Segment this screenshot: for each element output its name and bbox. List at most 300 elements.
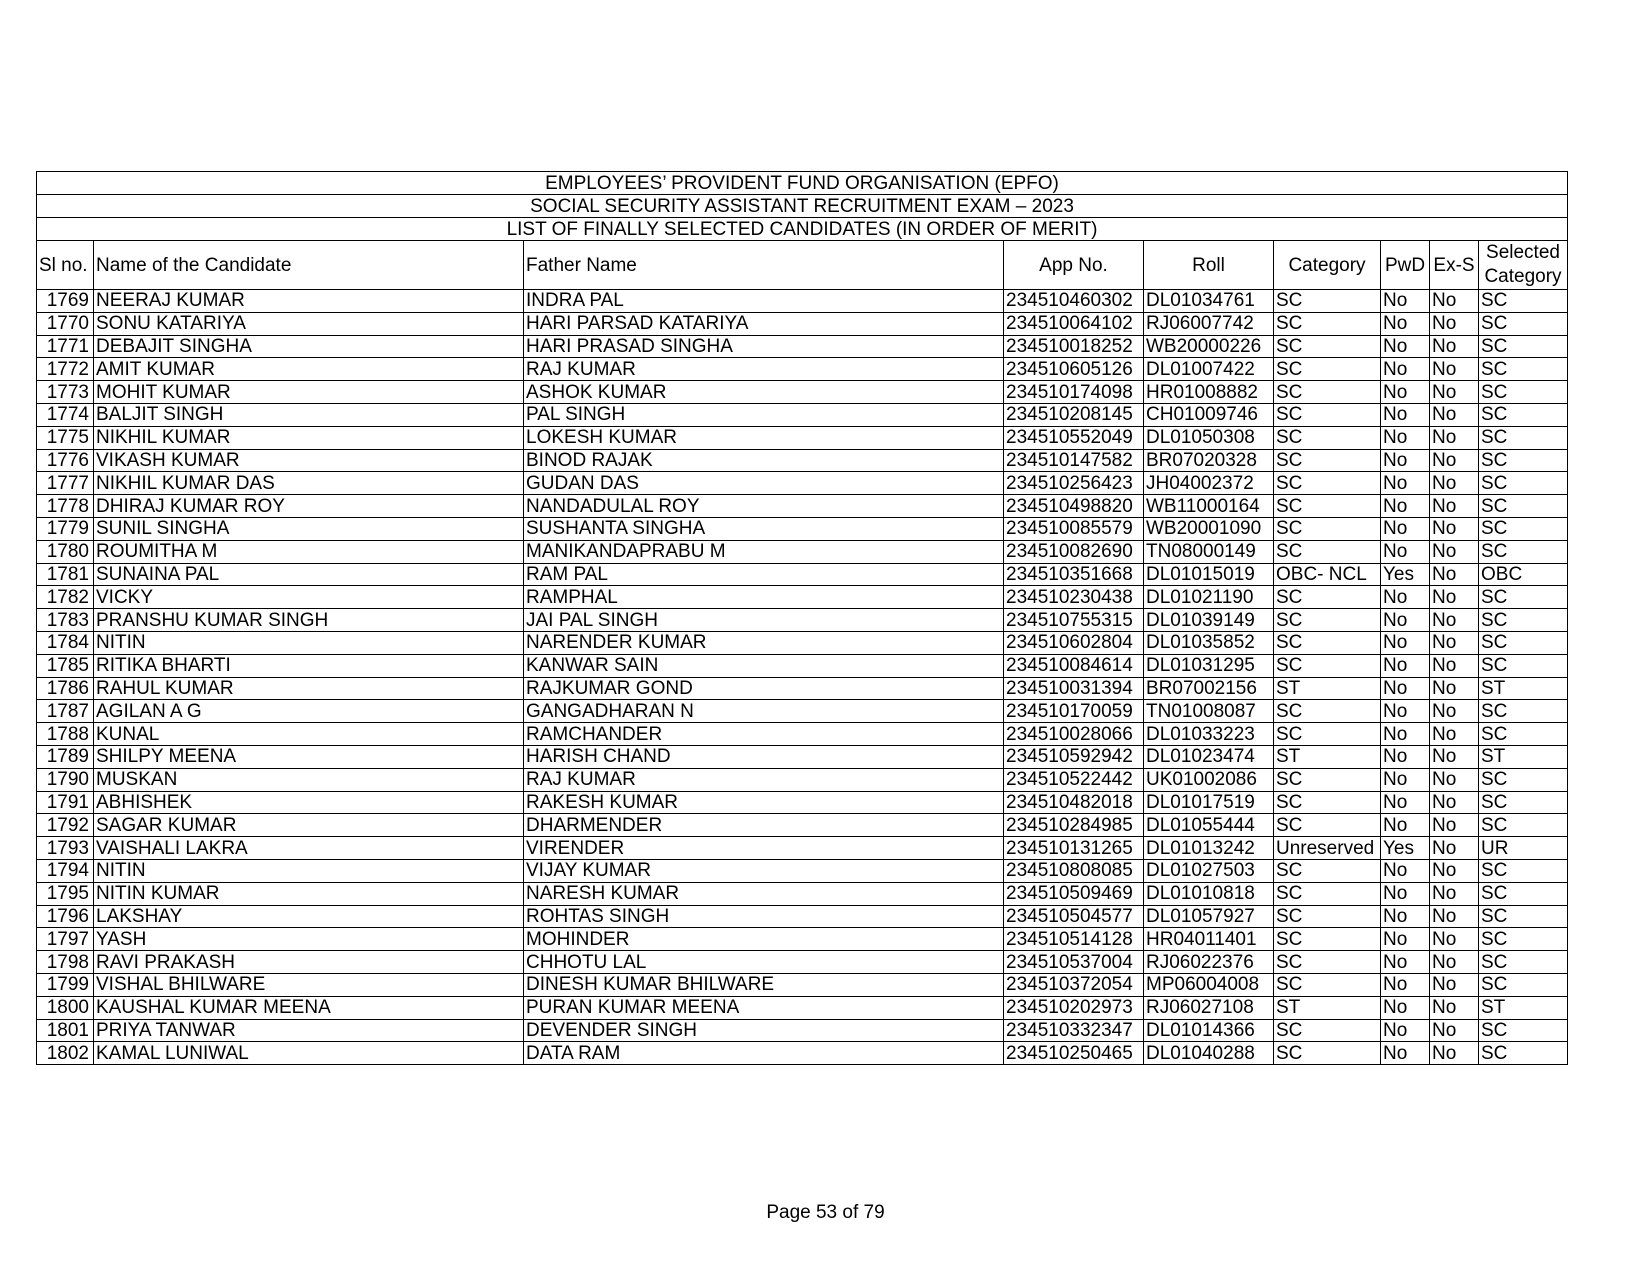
- father-name-cell: RAJ KUMAR: [524, 768, 1004, 791]
- selected-category-cell: SC: [1479, 859, 1568, 882]
- roll-no-cell: RJ06007742: [1144, 312, 1274, 335]
- roll-no-cell: DL01055444: [1144, 814, 1274, 837]
- father-name-cell: PAL SINGH: [524, 403, 1004, 426]
- app-no-cell: 234510256423: [1004, 472, 1144, 495]
- table-row: [37, 540, 1568, 563]
- table-row: [37, 472, 1568, 495]
- app-no-cell: 234510230438: [1004, 586, 1144, 609]
- app-no-cell: 234510284985: [1004, 814, 1144, 837]
- pwd-cell: No: [1381, 381, 1430, 404]
- app-no-cell: 234510755315: [1004, 609, 1144, 632]
- roll-no-cell: DL01034761: [1144, 290, 1274, 313]
- father-name-cell: KANWAR SAIN: [524, 654, 1004, 677]
- pwd-cell: No: [1381, 631, 1430, 654]
- pwd-cell: No: [1381, 768, 1430, 791]
- category-cell: SC: [1274, 403, 1381, 426]
- candidate-name-cell: LAKSHAY: [94, 905, 524, 928]
- candidate-name-cell: NIKHIL KUMAR DAS: [94, 472, 524, 495]
- category-cell: SC: [1274, 540, 1381, 563]
- sl-no-cell: 1776: [37, 449, 94, 472]
- app-no-cell: 234510082690: [1004, 540, 1144, 563]
- ex-serviceman-cell: No: [1430, 472, 1479, 495]
- app-no-cell: 234510482018: [1004, 791, 1144, 814]
- roll-no-cell: WB20000226: [1144, 335, 1274, 358]
- table-row: [37, 403, 1568, 426]
- app-no-cell: 234510031394: [1004, 677, 1144, 700]
- candidate-name-cell: VISHAL BHILWARE: [94, 973, 524, 996]
- sl-no-cell: 1801: [37, 1019, 94, 1042]
- category-cell: Unreserved: [1274, 837, 1381, 860]
- father-name-cell: BINOD RAJAK: [524, 449, 1004, 472]
- table-row: [37, 677, 1568, 700]
- pwd-cell: No: [1381, 700, 1430, 723]
- selected-category-cell: SC: [1479, 403, 1568, 426]
- selected-category-cell: UR: [1479, 837, 1568, 860]
- candidate-name-cell: KAUSHAL KUMAR MEENA: [94, 996, 524, 1019]
- selected-category-cell: SC: [1479, 517, 1568, 540]
- category-cell: SC: [1274, 723, 1381, 746]
- candidate-name-cell: SHILPY MEENA: [94, 745, 524, 768]
- ex-serviceman-cell: No: [1430, 540, 1479, 563]
- selected-category-cell: SC: [1479, 791, 1568, 814]
- table-row: [37, 745, 1568, 768]
- table-row: [37, 1042, 1568, 1065]
- category-cell: SC: [1274, 859, 1381, 882]
- father-name-cell: SUSHANTA SINGHA: [524, 517, 1004, 540]
- candidate-name-cell: RAVI PRAKASH: [94, 951, 524, 974]
- table-row: [37, 723, 1568, 746]
- candidate-name-cell: PRIYA TANWAR: [94, 1019, 524, 1042]
- sl-no-cell: 1783: [37, 609, 94, 632]
- category-cell: SC: [1274, 290, 1381, 313]
- roll-no-cell: DL01021190: [1144, 586, 1274, 609]
- father-name-cell: NANDADULAL ROY: [524, 495, 1004, 518]
- sl-no-cell: 1773: [37, 381, 94, 404]
- app-no-cell: 234510202973: [1004, 996, 1144, 1019]
- sl-no-cell: 1792: [37, 814, 94, 837]
- father-name-cell: ASHOK KUMAR: [524, 381, 1004, 404]
- candidate-name-cell: NIKHIL KUMAR: [94, 426, 524, 449]
- col-header-app-no: App No.: [1004, 241, 1144, 290]
- category-cell: SC: [1274, 517, 1381, 540]
- selected-category-cell: SC: [1479, 381, 1568, 404]
- roll-no-cell: DL01017519: [1144, 791, 1274, 814]
- father-name-cell: DINESH KUMAR BHILWARE: [524, 973, 1004, 996]
- sl-no-cell: 1785: [37, 654, 94, 677]
- selected-category-cell: SC: [1479, 1019, 1568, 1042]
- app-no-cell: 234510552049: [1004, 426, 1144, 449]
- col-header-selected-category: [1479, 241, 1568, 290]
- father-name-cell: MOHINDER: [524, 928, 1004, 951]
- father-name-cell: RAJKUMAR GOND: [524, 677, 1004, 700]
- father-name-cell: RAMCHANDER: [524, 723, 1004, 746]
- table-row: [37, 859, 1568, 882]
- selected-category-cell: SC: [1479, 540, 1568, 563]
- selected-category-cell: ST: [1479, 745, 1568, 768]
- ex-serviceman-cell: No: [1430, 791, 1479, 814]
- col-header-roll: Roll: [1144, 241, 1274, 290]
- selected-category-cell: SC: [1479, 609, 1568, 632]
- pwd-cell: No: [1381, 951, 1430, 974]
- app-no-cell: 234510372054: [1004, 973, 1144, 996]
- table-row: [37, 563, 1568, 586]
- table-row: [37, 609, 1568, 632]
- father-name-cell: HARI PRASAD SINGHA: [524, 335, 1004, 358]
- sl-no-cell: 1791: [37, 791, 94, 814]
- roll-no-cell: DL01007422: [1144, 358, 1274, 381]
- candidate-name-cell: VICKY: [94, 586, 524, 609]
- table-row: [37, 335, 1568, 358]
- table-row: [37, 312, 1568, 335]
- category-cell: SC: [1274, 312, 1381, 335]
- category-cell: ST: [1274, 745, 1381, 768]
- app-no-cell: 234510131265: [1004, 837, 1144, 860]
- app-no-cell: 234510018252: [1004, 335, 1144, 358]
- selected-category-cell: SC: [1479, 358, 1568, 381]
- selected-category-cell: SC: [1479, 426, 1568, 449]
- sl-no-cell: 1798: [37, 951, 94, 974]
- father-name-cell: DATA RAM: [524, 1042, 1004, 1065]
- candidate-name-cell: AGILAN A G: [94, 700, 524, 723]
- table-row: [37, 837, 1568, 860]
- selected-category-cell: SC: [1479, 586, 1568, 609]
- sl-no-cell: 1790: [37, 768, 94, 791]
- sl-no-cell: 1786: [37, 677, 94, 700]
- father-name-cell: MANIKANDAPRABU M: [524, 540, 1004, 563]
- category-cell: SC: [1274, 791, 1381, 814]
- ex-serviceman-cell: No: [1430, 631, 1479, 654]
- selected-category-cell: SC: [1479, 928, 1568, 951]
- father-name-cell: ROHTAS SINGH: [524, 905, 1004, 928]
- category-cell: SC: [1274, 495, 1381, 518]
- roll-no-cell: DL01050308: [1144, 426, 1274, 449]
- table-row: [37, 996, 1568, 1019]
- father-name-cell: LOKESH KUMAR: [524, 426, 1004, 449]
- category-cell: SC: [1274, 654, 1381, 677]
- selected-category-cell: SC: [1479, 290, 1568, 313]
- selected-category-cell: SC: [1479, 335, 1568, 358]
- sl-no-cell: 1778: [37, 495, 94, 518]
- organisation-title: EMPLOYEES’ PROVIDENT FUND ORGANISATION (EPFO): [37, 172, 1568, 195]
- category-cell: SC: [1274, 768, 1381, 791]
- roll-no-cell: CH01009746: [1144, 403, 1274, 426]
- app-no-cell: 234510085579: [1004, 517, 1144, 540]
- selected-category-cell: SC: [1479, 312, 1568, 335]
- col-header-ex-s: Ex-S: [1430, 241, 1479, 290]
- ex-serviceman-cell: No: [1430, 495, 1479, 518]
- ex-serviceman-cell: No: [1430, 1042, 1479, 1065]
- category-cell: ST: [1274, 996, 1381, 1019]
- list-title: LIST OF FINALLY SELECTED CANDIDATES (IN ORDER OF MERIT): [37, 218, 1568, 241]
- exam-title: SOCIAL SECURITY ASSISTANT RECRUITMENT EXAM – 2023: [37, 195, 1568, 218]
- father-name-cell: GUDAN DAS: [524, 472, 1004, 495]
- selected-category-cell: SC: [1479, 768, 1568, 791]
- roll-no-cell: DL01039149: [1144, 609, 1274, 632]
- pwd-cell: No: [1381, 973, 1430, 996]
- col-header-father: Father Name: [524, 241, 1004, 290]
- ex-serviceman-cell: No: [1430, 335, 1479, 358]
- candidate-name-cell: MOHIT KUMAR: [94, 381, 524, 404]
- app-no-cell: 234510208145: [1004, 403, 1144, 426]
- father-name-cell: VIRENDER: [524, 837, 1004, 860]
- pwd-cell: No: [1381, 335, 1430, 358]
- father-name-cell: NARENDER KUMAR: [524, 631, 1004, 654]
- selected-category-cell: SC: [1479, 631, 1568, 654]
- table-row: [37, 517, 1568, 540]
- pwd-cell: No: [1381, 472, 1430, 495]
- app-no-cell: 234510460302: [1004, 290, 1144, 313]
- candidate-name-cell: ABHISHEK: [94, 791, 524, 814]
- table-row: [37, 700, 1568, 723]
- ex-serviceman-cell: No: [1430, 403, 1479, 426]
- category-cell: SC: [1274, 609, 1381, 632]
- category-cell: OBC- NCL: [1274, 563, 1381, 586]
- selected-candidates-table: [36, 171, 1568, 1065]
- category-cell: SC: [1274, 882, 1381, 905]
- app-no-cell: 234510602804: [1004, 631, 1144, 654]
- pwd-cell: No: [1381, 745, 1430, 768]
- sl-no-cell: 1799: [37, 973, 94, 996]
- category-cell: SC: [1274, 951, 1381, 974]
- sl-no-cell: 1802: [37, 1042, 94, 1065]
- app-no-cell: 234510522442: [1004, 768, 1144, 791]
- app-no-cell: 234510504577: [1004, 905, 1144, 928]
- roll-no-cell: BR07002156: [1144, 677, 1274, 700]
- pwd-cell: No: [1381, 814, 1430, 837]
- roll-no-cell: HR04011401: [1144, 928, 1274, 951]
- col-header-sl-no: Sl no.: [37, 241, 94, 290]
- candidate-name-cell: VIKASH KUMAR: [94, 449, 524, 472]
- pwd-cell: No: [1381, 882, 1430, 905]
- sl-no-cell: 1770: [37, 312, 94, 335]
- table-row: [37, 882, 1568, 905]
- category-cell: SC: [1274, 449, 1381, 472]
- roll-no-cell: DL01023474: [1144, 745, 1274, 768]
- candidate-name-cell: RAHUL KUMAR: [94, 677, 524, 700]
- pwd-cell: No: [1381, 677, 1430, 700]
- table-row: [37, 928, 1568, 951]
- app-no-cell: 234510808085: [1004, 859, 1144, 882]
- father-name-cell: PURAN KUMAR MEENA: [524, 996, 1004, 1019]
- roll-no-cell: DL01040288: [1144, 1042, 1274, 1065]
- col-header-category: Category: [1274, 241, 1381, 290]
- sl-no-cell: 1787: [37, 700, 94, 723]
- ex-serviceman-cell: No: [1430, 654, 1479, 677]
- pwd-cell: No: [1381, 358, 1430, 381]
- category-cell: SC: [1274, 814, 1381, 837]
- father-name-cell: RAM PAL: [524, 563, 1004, 586]
- app-no-cell: 234510084614: [1004, 654, 1144, 677]
- candidate-name-cell: ROUMITHA M: [94, 540, 524, 563]
- pwd-cell: No: [1381, 1042, 1430, 1065]
- selected-category-cell: ST: [1479, 996, 1568, 1019]
- table-row: [37, 631, 1568, 654]
- ex-serviceman-cell: No: [1430, 1019, 1479, 1042]
- category-cell: SC: [1274, 426, 1381, 449]
- pwd-cell: No: [1381, 586, 1430, 609]
- pwd-cell: No: [1381, 654, 1430, 677]
- sl-no-cell: 1769: [37, 290, 94, 313]
- table-row: [37, 381, 1568, 404]
- ex-serviceman-cell: No: [1430, 677, 1479, 700]
- category-cell: ST: [1274, 677, 1381, 700]
- category-cell: SC: [1274, 928, 1381, 951]
- category-cell: SC: [1274, 472, 1381, 495]
- sl-no-cell: 1781: [37, 563, 94, 586]
- candidate-name-cell: SUNAINA PAL: [94, 563, 524, 586]
- selected-category-cell: SC: [1479, 472, 1568, 495]
- candidate-name-cell: KAMAL LUNIWAL: [94, 1042, 524, 1065]
- table-row: [37, 495, 1568, 518]
- sl-no-cell: 1777: [37, 472, 94, 495]
- pwd-cell: No: [1381, 290, 1430, 313]
- table-row: [37, 905, 1568, 928]
- roll-no-cell: UK01002086: [1144, 768, 1274, 791]
- table-row: [37, 449, 1568, 472]
- sl-no-cell: 1794: [37, 859, 94, 882]
- pwd-cell: Yes: [1381, 563, 1430, 586]
- table-row: [37, 426, 1568, 449]
- table-row: [37, 654, 1568, 677]
- ex-serviceman-cell: No: [1430, 700, 1479, 723]
- roll-no-cell: DL01027503: [1144, 859, 1274, 882]
- ex-serviceman-cell: No: [1430, 882, 1479, 905]
- app-no-cell: 234510028066: [1004, 723, 1144, 746]
- roll-no-cell: DL01015019: [1144, 563, 1274, 586]
- category-cell: SC: [1274, 973, 1381, 996]
- ex-serviceman-cell: No: [1430, 814, 1479, 837]
- app-no-cell: 234510514128: [1004, 928, 1144, 951]
- roll-no-cell: DL01033223: [1144, 723, 1274, 746]
- sl-no-cell: 1797: [37, 928, 94, 951]
- selected-category-cell: SC: [1479, 1042, 1568, 1065]
- category-cell: SC: [1274, 381, 1381, 404]
- father-name-cell: DHARMENDER: [524, 814, 1004, 837]
- candidate-name-cell: BALJIT SINGH: [94, 403, 524, 426]
- sl-no-cell: 1789: [37, 745, 94, 768]
- pwd-cell: No: [1381, 996, 1430, 1019]
- selected-line-1: Selected: [1486, 242, 1560, 263]
- selected-category-cell: SC: [1479, 700, 1568, 723]
- candidate-name-cell: DEBAJIT SINGHA: [94, 335, 524, 358]
- pwd-cell: No: [1381, 495, 1430, 518]
- app-no-cell: 234510498820: [1004, 495, 1144, 518]
- app-no-cell: 234510174098: [1004, 381, 1144, 404]
- table-row: [37, 358, 1568, 381]
- father-name-cell: RAJ KUMAR: [524, 358, 1004, 381]
- candidate-name-cell: PRANSHU KUMAR SINGH: [94, 609, 524, 632]
- ex-serviceman-cell: No: [1430, 449, 1479, 472]
- candidate-name-cell: SAGAR KUMAR: [94, 814, 524, 837]
- pwd-cell: No: [1381, 403, 1430, 426]
- app-no-cell: 234510509469: [1004, 882, 1144, 905]
- father-name-cell: JAI PAL SINGH: [524, 609, 1004, 632]
- ex-serviceman-cell: No: [1430, 837, 1479, 860]
- father-name-cell: NARESH KUMAR: [524, 882, 1004, 905]
- candidate-name-cell: NITIN: [94, 859, 524, 882]
- pwd-cell: No: [1381, 426, 1430, 449]
- candidate-name-cell: SUNIL SINGHA: [94, 517, 524, 540]
- ex-serviceman-cell: No: [1430, 517, 1479, 540]
- category-cell: SC: [1274, 1019, 1381, 1042]
- page-number: Page 53 of 79: [766, 1202, 885, 1223]
- ex-serviceman-cell: No: [1430, 290, 1479, 313]
- father-name-cell: VIJAY KUMAR: [524, 859, 1004, 882]
- ex-serviceman-cell: No: [1430, 905, 1479, 928]
- roll-no-cell: HR01008882: [1144, 381, 1274, 404]
- pwd-cell: No: [1381, 540, 1430, 563]
- table-row: [37, 586, 1568, 609]
- father-name-cell: HARISH CHAND: [524, 745, 1004, 768]
- selected-category-cell: SC: [1479, 654, 1568, 677]
- category-cell: SC: [1274, 700, 1381, 723]
- app-no-cell: 234510064102: [1004, 312, 1144, 335]
- app-no-cell: 234510332347: [1004, 1019, 1144, 1042]
- roll-no-cell: DL01014366: [1144, 1019, 1274, 1042]
- app-no-cell: 234510147582: [1004, 449, 1144, 472]
- pwd-cell: No: [1381, 928, 1430, 951]
- selected-category-cell: SC: [1479, 449, 1568, 472]
- sl-no-cell: 1796: [37, 905, 94, 928]
- category-cell: SC: [1274, 905, 1381, 928]
- roll-no-cell: DL01057927: [1144, 905, 1274, 928]
- roll-no-cell: JH04002372: [1144, 472, 1274, 495]
- roll-no-cell: DL01031295: [1144, 654, 1274, 677]
- candidate-name-cell: NEERAJ KUMAR: [94, 290, 524, 313]
- roll-no-cell: RJ06027108: [1144, 996, 1274, 1019]
- candidate-name-cell: NITIN: [94, 631, 524, 654]
- table-row: [37, 973, 1568, 996]
- ex-serviceman-cell: No: [1430, 358, 1479, 381]
- father-name-cell: HARI PARSAD KATARIYA: [524, 312, 1004, 335]
- ex-serviceman-cell: No: [1430, 609, 1479, 632]
- table-row: [37, 791, 1568, 814]
- pwd-cell: No: [1381, 859, 1430, 882]
- selected-category-cell: SC: [1479, 495, 1568, 518]
- ex-serviceman-cell: No: [1430, 859, 1479, 882]
- pwd-cell: No: [1381, 449, 1430, 472]
- ex-serviceman-cell: No: [1430, 996, 1479, 1019]
- col-header-pwd: PwD: [1381, 241, 1430, 290]
- selected-category-cell: SC: [1479, 951, 1568, 974]
- ex-serviceman-cell: No: [1430, 381, 1479, 404]
- sl-no-cell: 1779: [37, 517, 94, 540]
- category-cell: SC: [1274, 1042, 1381, 1065]
- ex-serviceman-cell: No: [1430, 426, 1479, 449]
- sl-no-cell: 1774: [37, 403, 94, 426]
- ex-serviceman-cell: No: [1430, 745, 1479, 768]
- candidate-name-cell: AMIT KUMAR: [94, 358, 524, 381]
- selected-line-2: Category: [1484, 266, 1562, 287]
- sl-no-cell: 1780: [37, 540, 94, 563]
- app-no-cell: 234510351668: [1004, 563, 1144, 586]
- roll-no-cell: WB20001090: [1144, 517, 1274, 540]
- roll-no-cell: WB11000164: [1144, 495, 1274, 518]
- roll-no-cell: DL01010818: [1144, 882, 1274, 905]
- ex-serviceman-cell: No: [1430, 973, 1479, 996]
- candidate-name-cell: DHIRAJ KUMAR ROY: [94, 495, 524, 518]
- candidate-name-cell: NITIN KUMAR: [94, 882, 524, 905]
- ex-serviceman-cell: No: [1430, 768, 1479, 791]
- app-no-cell: 234510170059: [1004, 700, 1144, 723]
- pwd-cell: No: [1381, 723, 1430, 746]
- sl-no-cell: 1771: [37, 335, 94, 358]
- table-row: [37, 290, 1568, 313]
- roll-no-cell: DL01013242: [1144, 837, 1274, 860]
- ex-serviceman-cell: No: [1430, 586, 1479, 609]
- sl-no-cell: 1800: [37, 996, 94, 1019]
- sl-no-cell: 1784: [37, 631, 94, 654]
